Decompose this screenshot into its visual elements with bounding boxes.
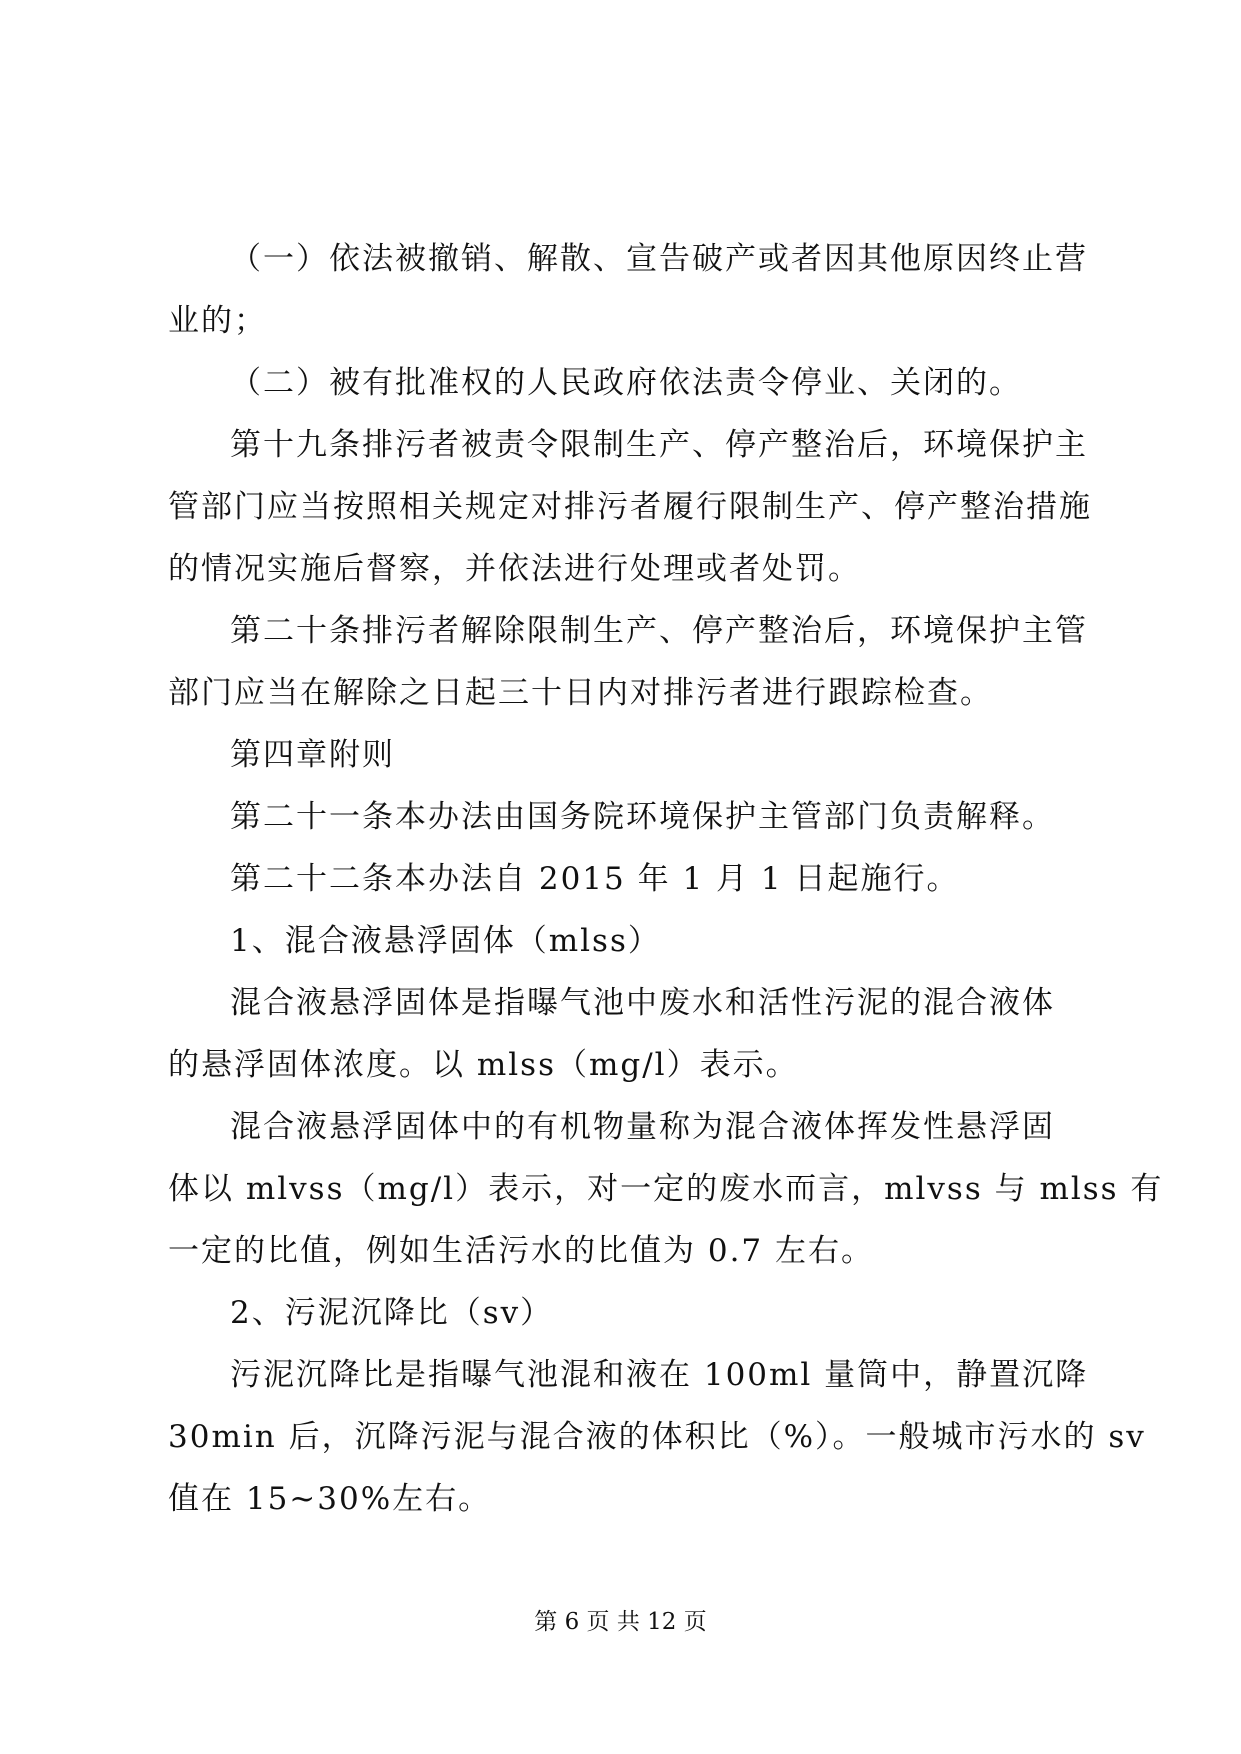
text-line: 30min 后，沉降污泥与混合液的体积比（%）。一般城市污水的 sv xyxy=(168,1419,1146,1455)
text-line: 管部门应当按照相关规定对排污者履行限制生产、停产整治措施 xyxy=(168,489,1092,525)
text-line: 第二十条排污者解除限制生产、停产整治后，环境保护主管 xyxy=(230,613,1088,649)
text-line: 的情况实施后督察，并依法进行处理或者处罚。 xyxy=(168,551,861,587)
text-line: 混合液悬浮固体中的有机物量称为混合液体挥发性悬浮固 xyxy=(230,1109,1055,1145)
document-body xyxy=(168,228,1164,1530)
text-line: 第二十二条本办法自 2015 年 1 月 1 日起施行。 xyxy=(230,861,960,897)
section-heading: 2、污泥沉降比（sv） xyxy=(230,1295,554,1331)
text-line: 污泥沉降比是指曝气池混和液在 100ml 量筒中，静置沉降 xyxy=(230,1357,1089,1393)
text-line: （二）被有批准权的人民政府依法责令停业、关闭的。 xyxy=(230,365,1022,401)
chapter-heading: 第四章附则 xyxy=(230,737,395,773)
page-number-label: 第 6 页 共 12 页 xyxy=(534,1609,707,1635)
text-line: 体以 mlvss（mg/l）表示，对一定的废水而言，mlvss 与 mlss 有 xyxy=(168,1171,1164,1207)
text-line: 业的； xyxy=(168,303,267,339)
text-line: 第二十一条本办法由国务院环境保护主管部门负责解释。 xyxy=(230,799,1055,835)
text-line: 的悬浮固体浓度。以 mlss（mg/l）表示。 xyxy=(168,1047,799,1083)
text-line: 混合液悬浮固体是指曝气池中废水和活性污泥的混合液体 xyxy=(230,985,1055,1021)
text-line: 一定的比值，例如生活污水的比值为 0.7 左右。 xyxy=(168,1233,875,1269)
text-line: 部门应当在解除之日起三十日内对排污者进行跟踪检查。 xyxy=(168,675,993,711)
section-heading: 1、混合液悬浮固体（mlss） xyxy=(230,923,661,959)
text-line: （一）依法被撤销、解散、宣告破产或者因其他原因终止营 xyxy=(230,241,1088,277)
text-line: 值在 15~30%左右。 xyxy=(168,1481,492,1517)
page-footer xyxy=(0,1607,1241,1637)
text-line: 第十九条排污者被责令限制生产、停产整治后，环境保护主 xyxy=(230,427,1088,463)
